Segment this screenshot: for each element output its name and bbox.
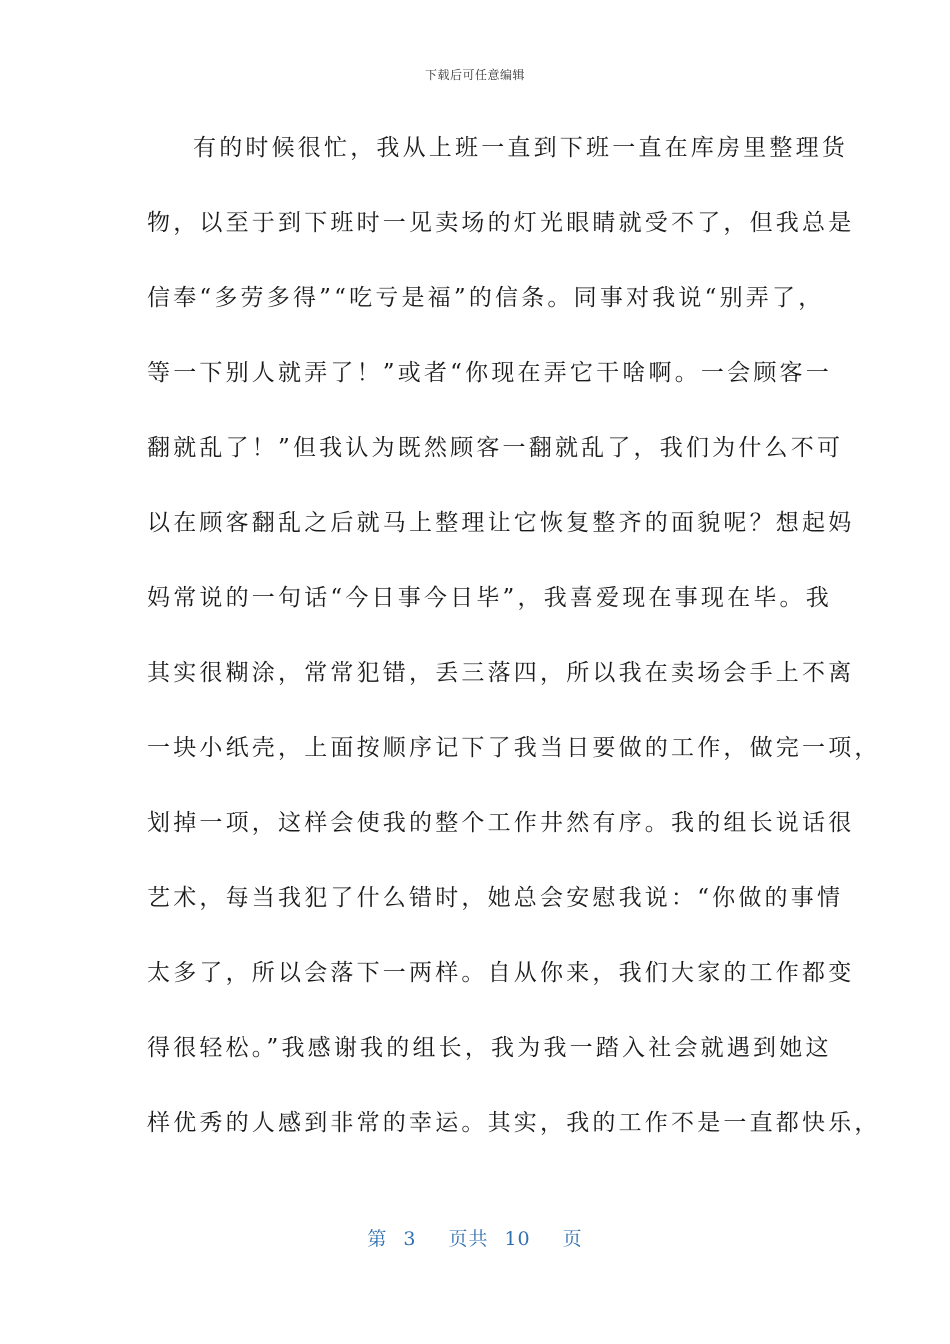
paragraph-line: 太多了，所以会落下一两样。自从你来，我们大家的工作都变 — [147, 960, 855, 986]
paragraph-line: 妈常说的一句话“今日事今日毕”，我喜爱现在事现在毕。我 — [147, 585, 832, 611]
paragraph-line: 有的时候很忙，我从上班一直到下班一直在库房里整理货 — [193, 135, 848, 161]
page-footer — [0, 1224, 950, 1251]
footer-total-pages: 10 — [504, 1228, 531, 1250]
footer-middle: 页共 — [448, 1228, 489, 1250]
footer-prefix: 第 — [367, 1228, 388, 1250]
body-paragraph — [147, 124, 881, 1174]
footer-current-page: 3 — [403, 1228, 417, 1250]
footer-suffix: 页 — [562, 1228, 583, 1250]
page-header: 下载后可任意编辑 — [424, 68, 525, 82]
paragraph-line: 得很轻松。”我感谢我的组长，我为我一踏入社会就遇到她这 — [147, 1035, 832, 1061]
paragraph-line: 其实很糊涂，常常犯错，丢三落四，所以我在卖场会手上不离 — [147, 660, 855, 686]
paragraph-line: 样优秀的人感到非常的幸运。其实，我的工作不是一直都快乐， — [147, 1110, 881, 1136]
paragraph-line: 等一下别人就弄了！”或者“你现在弄它干啥啊。一会顾客一 — [147, 360, 832, 386]
paragraph-line: 一块小纸壳，上面按顺序记下了我当日要做的工作，做完一项， — [147, 735, 881, 761]
paragraph-line: 翻就乱了！”但我认为既然顾客一翻就乱了，我们为什么不可 — [147, 435, 844, 461]
paragraph-line: 划掉一项，这样会使我的整个工作井然有序。我的组长说话很 — [147, 810, 855, 836]
paragraph-line: 艺术，每当我犯了什么错时，她总会安慰我说：“你做的事情 — [147, 885, 844, 911]
paragraph-line: 信奉“多劳多得”“吃亏是福”的信条。同事对我说“别弄了， — [147, 285, 825, 311]
paragraph-line: 物，以至于到下班时一见卖场的灯光眼睛就受不了，但我总是 — [147, 210, 855, 236]
paragraph-line: 以在顾客翻乱之后就马上整理让它恢复整齐的面貌呢？想起妈 — [147, 510, 855, 536]
